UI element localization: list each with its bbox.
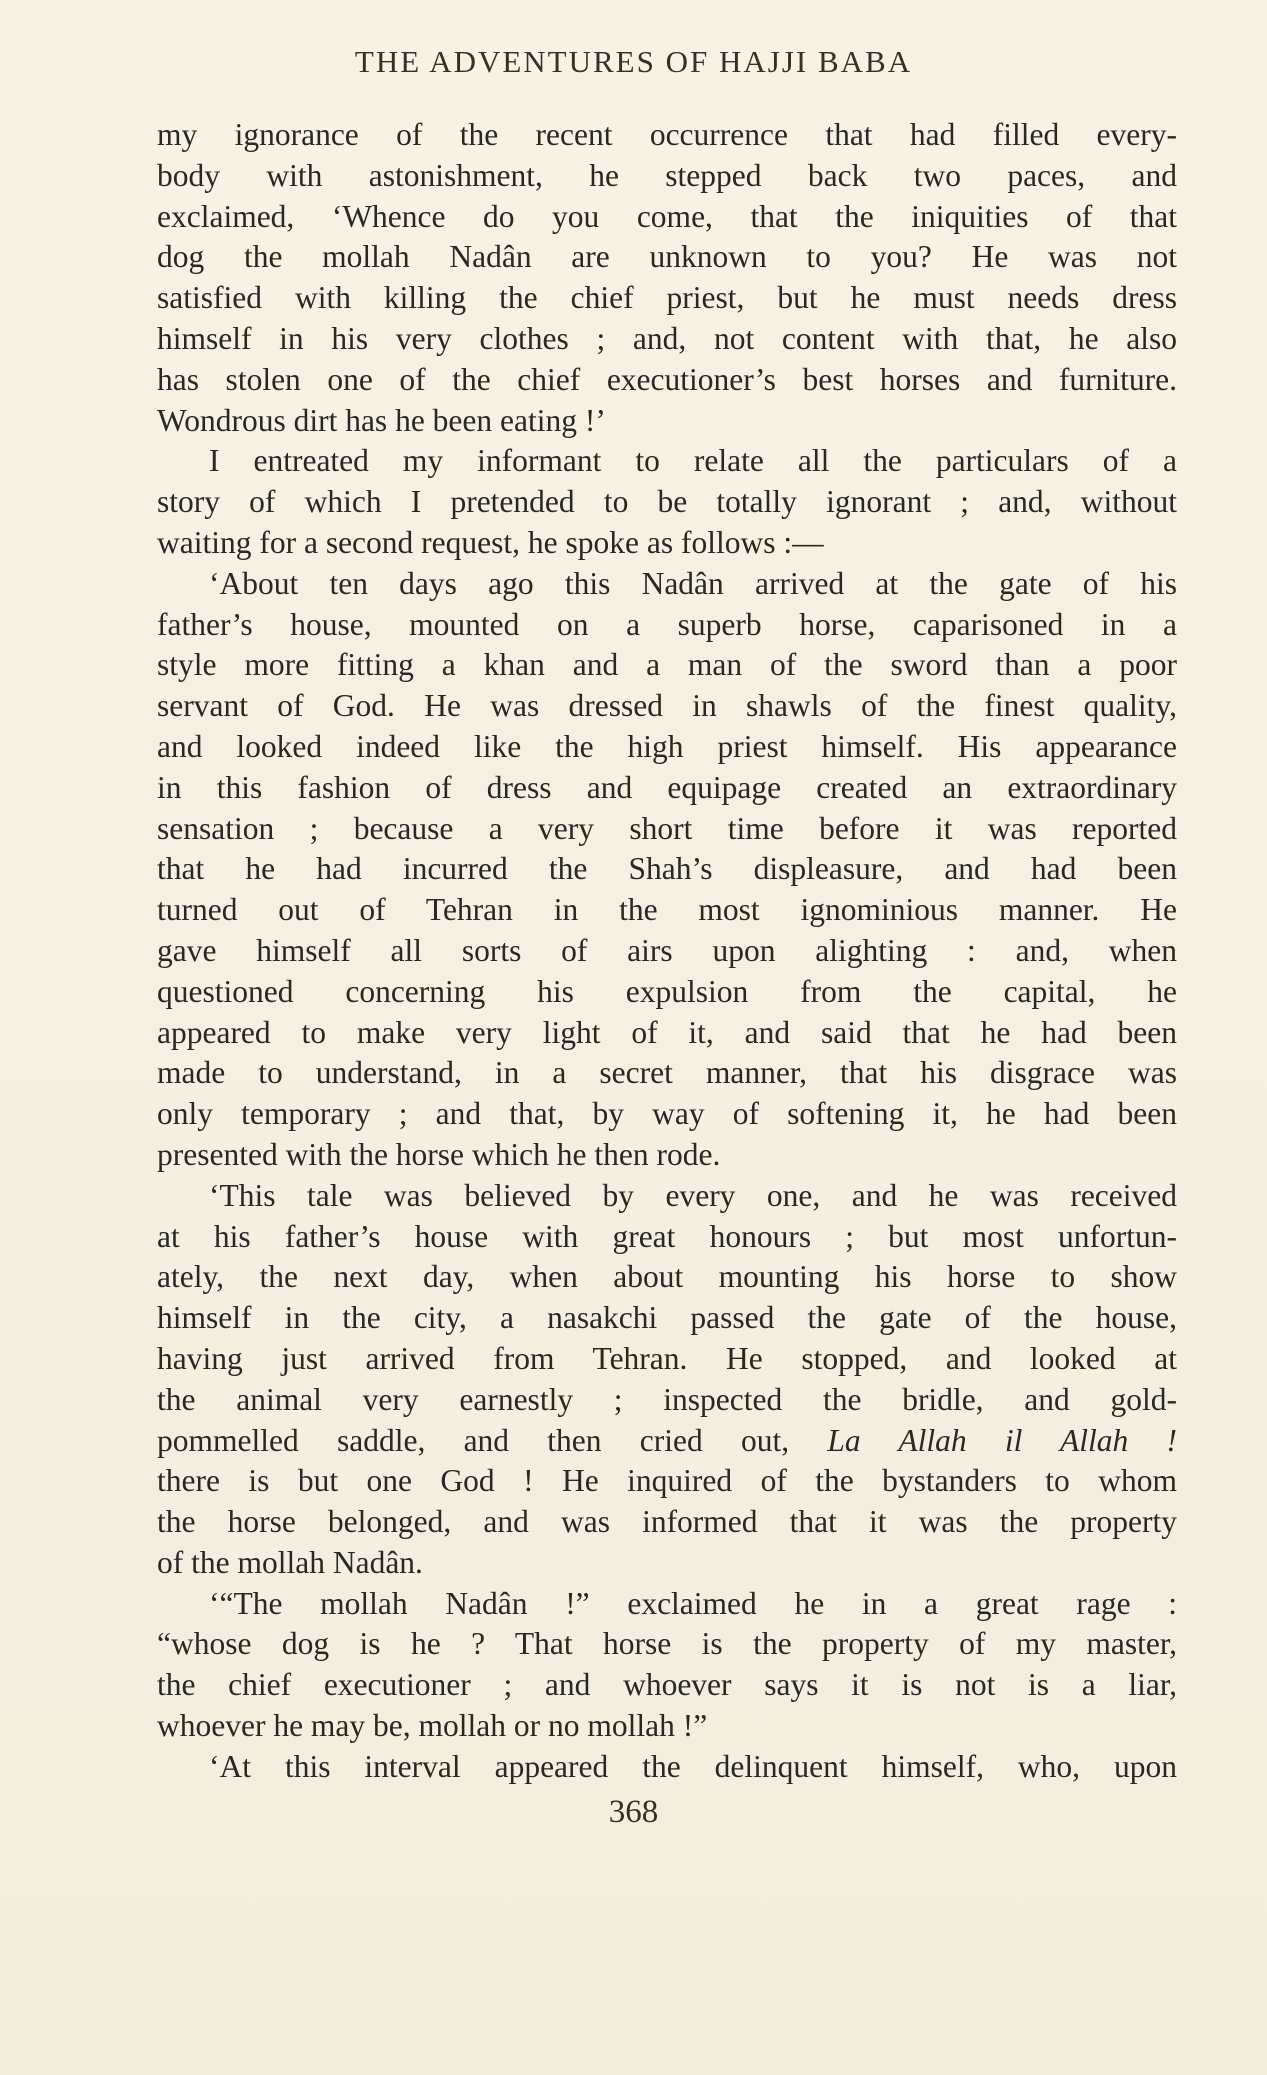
text-line: whoever he may be, mollah or no mollah !” xyxy=(157,1708,708,1744)
text-line: at his father’s house with great honours ; but most unfortun- xyxy=(157,1218,1177,1254)
text-line: himself in the city, a nasakchi passed the gate of the house, xyxy=(157,1300,1177,1336)
text-line: Wondrous dirt has he been eating !’ xyxy=(157,402,606,438)
text-line: exclaimed, ‘Whence do you come, that the iniquities of that xyxy=(157,198,1177,234)
text-line: my ignorance of the recent occurrence that had filled every- xyxy=(157,117,1177,152)
text-line: gave himself all sorts of airs upon alighting : and, when xyxy=(157,932,1177,968)
text-line: questioned concerning his expulsion from the capital, he xyxy=(157,973,1177,1009)
body-text xyxy=(157,115,1177,1788)
text-line: body with astonishment, he stepped back two paces, and xyxy=(157,157,1177,193)
text-line: ‘At this interval appeared the delinquent himself, who, upon xyxy=(209,1748,1177,1784)
text-line: of the mollah Nadân. xyxy=(157,1544,423,1580)
text-line: dog the mollah Nadân are unknown to you? He was not xyxy=(157,239,1177,275)
text-line-with-italic xyxy=(157,1421,1177,1462)
italic-phrase: La Allah il Allah ! xyxy=(827,1422,1177,1458)
text-line: style more fitting a khan and a man of the sword than a poor xyxy=(157,647,1177,683)
text-line: sensation ; because a very short time before it was reported xyxy=(157,810,1177,846)
text-line: himself in his very clothes ; and, not content with that, he also xyxy=(157,320,1177,356)
text-line: waiting for a second request, he spoke as follows :— xyxy=(157,524,824,560)
text-line-start: pommelled saddle, and then cried out, xyxy=(157,1422,790,1458)
text-line: the horse belonged, and was informed that it was the property xyxy=(157,1504,1177,1540)
text-line: has stolen one of the chief executioner’s best horses and furniture. xyxy=(157,361,1177,397)
page-number: 368 xyxy=(608,1794,659,1830)
text-line: servant of God. He was dressed in shawls of the finest quality, xyxy=(157,688,1177,724)
text-line: “whose dog is he ? That horse is the property of my master, xyxy=(157,1626,1177,1662)
text-line: ‘This tale was believed by every one, and he was received xyxy=(209,1177,1177,1213)
text-line: that he had incurred the Shah’s displeasure, and had been xyxy=(157,851,1177,887)
text-line: and looked indeed like the high priest himself. His appearance xyxy=(157,728,1177,764)
text-line: satisfied with killing the chief priest, but he must needs dress xyxy=(157,280,1177,316)
text-line: in this fashion of dress and equipage created an extraordinary xyxy=(157,769,1177,805)
text-line: the animal very earnestly ; inspected the bridle, and gold- xyxy=(157,1381,1177,1417)
text-line: having just arrived from Tehran. He stopped, and looked at xyxy=(157,1340,1177,1376)
text-line: ‘About ten days ago this Nadân arrived at the gate of his xyxy=(209,565,1177,601)
text-line: there is but one God ! He inquired of the bystanders to whom xyxy=(157,1463,1177,1499)
text-line: the chief executioner ; and whoever says it is not is a liar, xyxy=(157,1667,1177,1703)
text-line: I entreated my informant to relate all the particulars of a xyxy=(209,443,1177,479)
text-line: turned out of Tehran in the most ignominious manner. He xyxy=(157,892,1177,928)
text-line: presented with the horse which he then rode. xyxy=(157,1136,721,1172)
text-line: ately, the next day, when about mounting his horse to show xyxy=(157,1259,1177,1295)
text-line: ‘“The mollah Nadân !” exclaimed he in a great rage : xyxy=(209,1585,1177,1621)
running-head: THE ADVENTURES OF HAJJI BABA xyxy=(354,44,913,79)
text-line: appeared to make very light of it, and said that he had been xyxy=(157,1014,1177,1050)
text-line: only temporary ; and that, by way of softening it, he had been xyxy=(157,1096,1177,1132)
text-line: story of which I pretended to be totally ignorant ; and, without xyxy=(157,484,1177,520)
text-line: father’s house, mounted on a superb horse, caparisoned in a xyxy=(157,606,1177,642)
text-line: made to understand, in a secret manner, that his disgrace was xyxy=(157,1055,1177,1091)
